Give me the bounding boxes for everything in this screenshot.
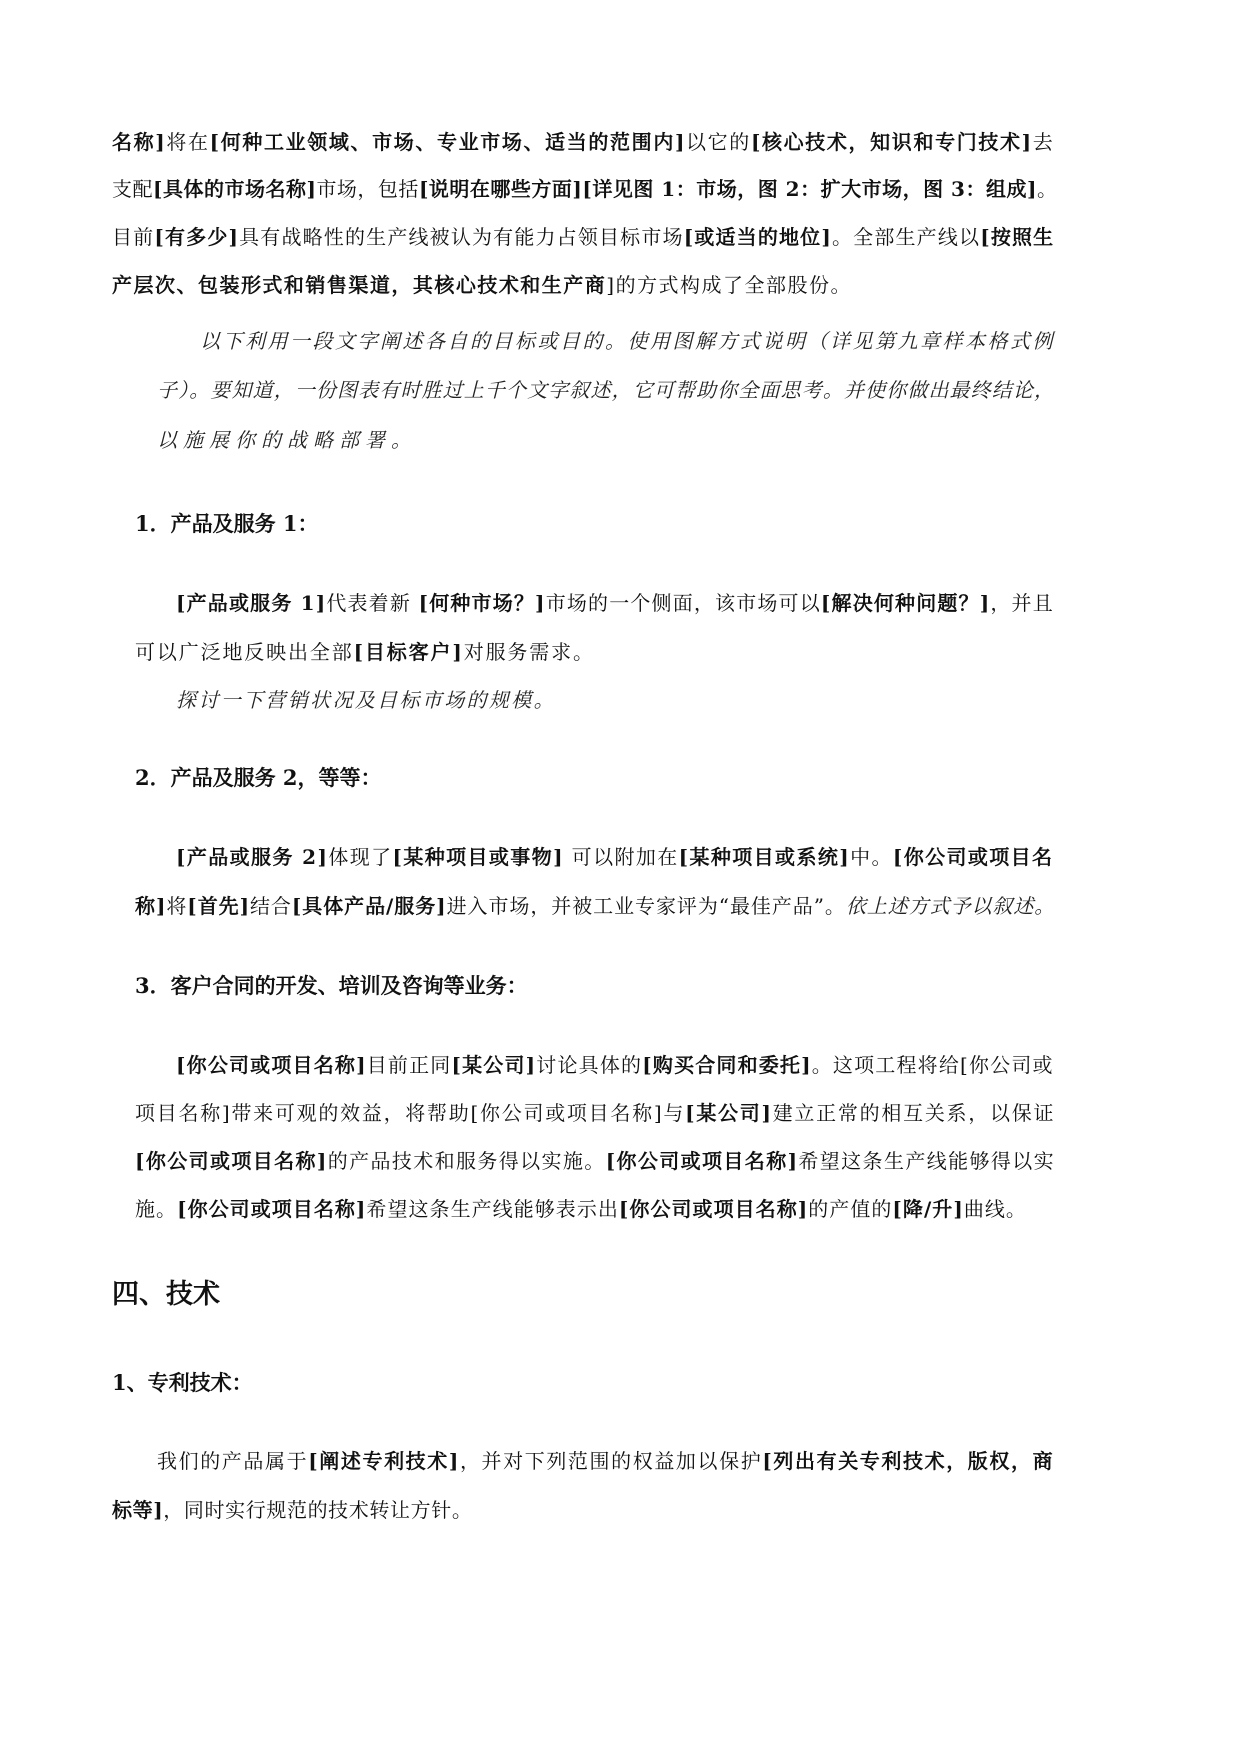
bold-placeholder-text: [列出有关专利技术，版权，商 bbox=[762, 1449, 1055, 1473]
bold-placeholder-text: [有多少] bbox=[154, 225, 240, 249]
bold-placeholder-text: [某种项目或事物] bbox=[392, 845, 564, 869]
bold-placeholder-text: [首先] bbox=[187, 894, 250, 918]
body-text: 施。 bbox=[135, 1197, 178, 1221]
section-1-line-1 bbox=[176, 591, 1054, 615]
bold-placeholder-text: [阐述专利技术] bbox=[308, 1449, 460, 1473]
body-text: 希望这条生产线能够得以实 bbox=[798, 1149, 1055, 1173]
chapter-4-title: 四、技术 bbox=[112, 1279, 220, 1310]
bold-placeholder-text: [某公司] bbox=[451, 1053, 537, 1077]
body-text: 将在 bbox=[166, 130, 210, 154]
section-3-line-3 bbox=[135, 1149, 1055, 1173]
section-2-line-1 bbox=[176, 845, 1054, 869]
body-text: 进入市场，并被工业专家评为“最佳产品”。 bbox=[446, 894, 846, 918]
body-text: ，并且 bbox=[990, 591, 1054, 615]
italic-note-line-2: 子）。要知道，一份图表有时胜过上千个文字叙述，它可帮助你全面思考。并使你做出最终结论， bbox=[157, 378, 1056, 402]
section-3-title: 3．客户合同的开发、培训及咨询等业务： bbox=[135, 973, 528, 998]
body-text: 中。 bbox=[850, 845, 893, 869]
intro-line-2 bbox=[112, 177, 1057, 201]
bold-placeholder-text: [你公司或项目名称] bbox=[177, 1197, 367, 1221]
body-text: 项目名称]带来可观的效益，将帮助[你公司或项目名称]与 bbox=[135, 1101, 686, 1125]
bold-placeholder-text: [你公司或项目名称] bbox=[618, 1197, 809, 1221]
body-text: 希望这条生产线能够表示出 bbox=[366, 1197, 619, 1221]
section-3-line-4 bbox=[135, 1197, 1027, 1221]
body-text: ，并对下列范围的权益加以保护 bbox=[459, 1449, 763, 1473]
bold-placeholder-text: [何种市场？] bbox=[418, 591, 546, 615]
bold-placeholder-text: [或适当的地位] bbox=[683, 225, 832, 249]
body-text: 去 bbox=[1032, 130, 1055, 154]
bold-placeholder-text: [具体产品/服务] bbox=[291, 894, 447, 918]
body-text: 我们的产品属于 bbox=[157, 1449, 309, 1473]
italic-note-line-3: 以施展你的战略部署。 bbox=[157, 428, 417, 452]
body-text: 讨论具体的 bbox=[536, 1053, 643, 1077]
bold-placeholder-text: [说明在哪些方面][详见图 1：市场，图 2：扩大市场，图 3：组成] bbox=[418, 177, 1037, 201]
body-text: 体现了 bbox=[328, 845, 393, 869]
section-1-note: 探讨一下营销状况及目标市场的规模。 bbox=[176, 688, 556, 712]
bold-placeholder-text: [你公司或项目名称] bbox=[135, 1149, 328, 1173]
body-text: 的产品技术和服务得以实施。 bbox=[327, 1149, 606, 1173]
body-text: 目前正同 bbox=[366, 1053, 452, 1077]
bold-placeholder-text: [你公司或项目名称] bbox=[605, 1149, 799, 1173]
patent-line-2 bbox=[112, 1498, 472, 1522]
bold-placeholder-text: 名称] bbox=[112, 130, 167, 154]
bold-placeholder-text: [具体的市场名称] bbox=[153, 177, 317, 201]
body-text: 具有战略性的生产线被认为有能力占领目标市场 bbox=[239, 225, 684, 249]
body-text: 支配 bbox=[112, 177, 153, 201]
body-text: 以它的 bbox=[686, 130, 751, 154]
body-text: 建立正常的相互关系，以保证 bbox=[772, 1101, 1056, 1125]
body-text: 可以广泛地反映出全部 bbox=[135, 640, 354, 664]
bold-placeholder-text: [核心技术，知识和专门技术] bbox=[750, 130, 1033, 154]
body-text: 曲线。 bbox=[963, 1197, 1027, 1221]
bold-placeholder-text: [某种项目或系统] bbox=[678, 845, 851, 869]
bold-placeholder-text: [按照生 bbox=[980, 225, 1055, 249]
body-text: 依上述方式予以叙述。 bbox=[845, 894, 1056, 918]
body-text: 可以附加在 bbox=[563, 845, 679, 869]
italic-note-line-1: 以下利用一段文字阐述各自的目标或目的。使用图解方式说明（详见第九章样本格式例 bbox=[200, 329, 1055, 353]
bold-placeholder-text: 标等] bbox=[112, 1498, 164, 1522]
bold-placeholder-text: [购买合同和委托] bbox=[642, 1053, 812, 1077]
section-3-line-2 bbox=[135, 1101, 1055, 1125]
section-1-line-2 bbox=[135, 640, 595, 664]
body-text: 目前 bbox=[112, 225, 155, 249]
body-text: 代表着新 bbox=[326, 591, 419, 615]
body-text: 。全部生产线以 bbox=[832, 225, 981, 249]
section-1-title: 1．产品及服务 1： bbox=[135, 511, 319, 536]
bold-placeholder-text: [你公司或项目名称] bbox=[176, 1053, 367, 1077]
bold-placeholder-text: [目标客户] bbox=[353, 640, 464, 664]
intro-line-4 bbox=[112, 273, 852, 297]
intro-line-3 bbox=[112, 225, 1054, 249]
bold-placeholder-text: 称] bbox=[135, 894, 167, 918]
bold-placeholder-text: [解决何种问题？] bbox=[820, 591, 991, 615]
intro-line-1 bbox=[112, 130, 1054, 154]
body-text: 市场，包括 bbox=[316, 177, 419, 201]
body-text: 。这项工程将给[你公司或 bbox=[811, 1053, 1054, 1077]
section-2-line-2 bbox=[135, 894, 1055, 918]
body-text: ]的方式构成了全部股份。 bbox=[606, 273, 852, 297]
bold-placeholder-text: [产品或服务 2] bbox=[176, 845, 329, 869]
section-3-line-1 bbox=[176, 1053, 1054, 1077]
bold-placeholder-text: [你公司或项目名 bbox=[892, 845, 1054, 869]
body-text: 。 bbox=[1036, 177, 1058, 201]
body-text: 将 bbox=[166, 894, 188, 918]
bold-placeholder-text: [降/升] bbox=[892, 1197, 964, 1221]
body-text: ，同时实行规范的技术转让方针。 bbox=[163, 1498, 473, 1522]
body-text: 对服务需求。 bbox=[463, 640, 595, 664]
bold-placeholder-text: [某公司] bbox=[685, 1101, 773, 1125]
section-2-title: 2．产品及服务 2，等等： bbox=[135, 765, 382, 790]
patent-subsection-title: 1、专利技术： bbox=[112, 1370, 253, 1395]
bold-placeholder-text: [产品或服务 1] bbox=[176, 591, 327, 615]
bold-placeholder-text: 产层次、包装形式和销售渠道，其核心技术和生产商 bbox=[112, 273, 607, 297]
body-text: 市场的一个侧面，该市场可以 bbox=[545, 591, 821, 615]
patent-line-1 bbox=[157, 1449, 1054, 1473]
body-text: 结合 bbox=[249, 894, 292, 918]
body-text: 的产值的 bbox=[808, 1197, 893, 1221]
bold-placeholder-text: [何种工业领域、市场、专业市场、适当的范围内] bbox=[209, 130, 687, 154]
